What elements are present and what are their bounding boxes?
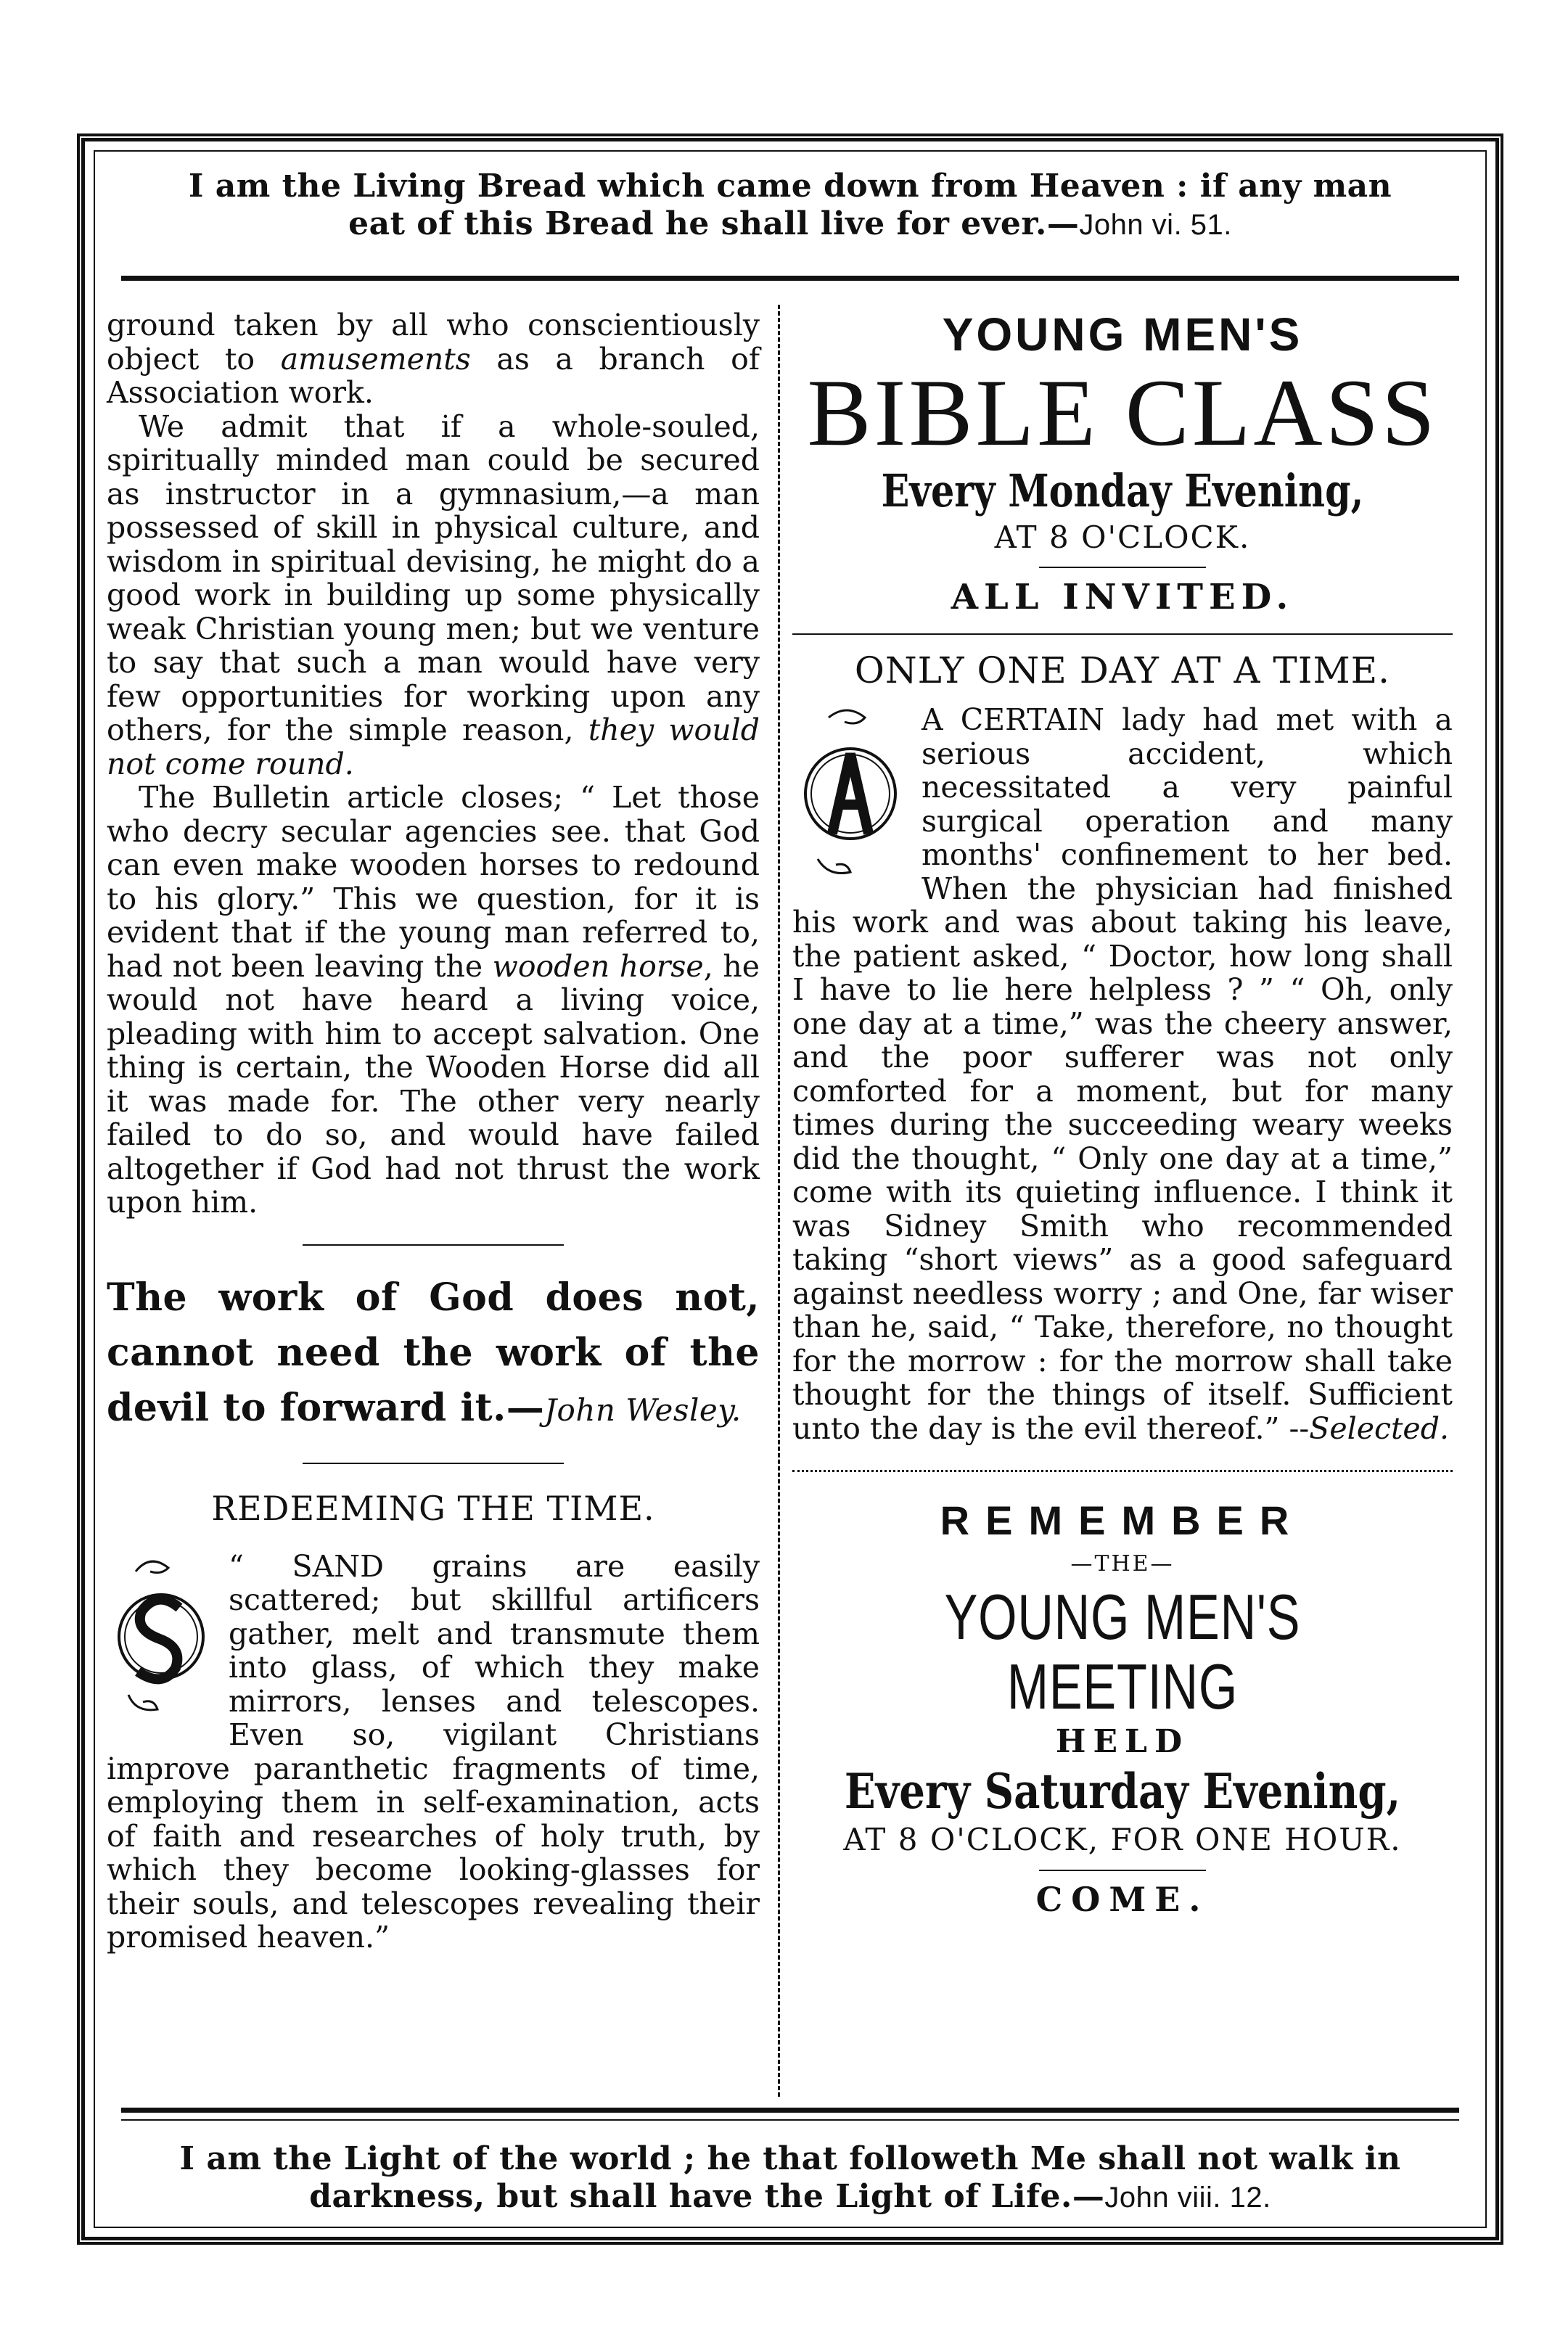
ad-held: HELD [1055,1723,1190,1760]
bottom-rule [121,2108,1459,2113]
para-amusements: ground taken by all who conscientiously object to amusements as a branch of Association work. [107,308,760,410]
selected-credit: Selected. [1309,1410,1449,1446]
bottom-verse-text: I am the Light of the world ; he that followeth Me shall not walk in darkness, but shall have the Light of Life.— [179,2140,1401,2215]
ad-come: COME. [1035,1880,1210,1919]
bottom-verse-ref: John viii. 12. [1104,2182,1271,2214]
separator-rule [303,1244,564,1246]
bottom-verse [85,2140,1495,2216]
ad-remember: REMEMBER [940,1497,1305,1543]
top-verse-text: I am the Living Bread which came down from Heaven : if any man eat of this Bread he shall live for ever.— [188,168,1392,242]
ad-the: —THE— [1070,1551,1175,1577]
left-column [107,308,760,1955]
top-verse [85,168,1495,244]
ornamental-s-icon [107,1550,216,1724]
heading-one-day: ONLY ONE DAY AT A TIME. [854,649,1391,691]
ad-time-8: AT 8 O'CLOCK. [994,519,1251,555]
column-divider [778,305,780,2097]
para-sand-grains: “ SAND grains are easily scattered; but skillful artificers gather, melt and transmute them into glass, of which they make mirrors, lenses and telescopes. Even so, vigilant Christians improve paranthetic fragments of time, employing them in self-examination, acts of faith and researches of holy truth, by which they become looking-glasses for their souls, and telescopes revealing their promised heaven.” [107,1548,760,1955]
ornamental-a-icon [792,703,908,884]
right-column [792,308,1453,1920]
ad-young-mens-meeting: YOUNG MEN'S MEETING [944,1581,1301,1722]
ad-small-rule-2 [1039,1870,1206,1871]
top-rule [121,276,1459,281]
ad-all-invited: ALL INVITED. [951,577,1294,617]
heading-redeeming-time: REDEEMING THE TIME. [211,1488,655,1528]
separator-rule-2 [303,1463,564,1464]
ad-every-saturday: Every Saturday Evening, [844,1763,1401,1820]
page-border [81,138,1499,2240]
ad-young-mens: YOUNG MEN'S [942,308,1303,361]
bottom-rule-thin [121,2119,1459,2121]
wesley-ref: John Wesley. [544,1392,742,1428]
section-rule [792,633,1453,635]
para-certain-lady: A CERTAIN lady had met with a serious accident, which necessitated a very painful surgical operation and many months' confinement to her bed. When the physician had finished his work and was about taking his leave, the patient asked, “ Doctor, how long shall I have to lie here helpless ? ” “ Oh, only one day at a time,” was the cheery answer, and the poor sufferer was not only comforted for a moment, but for many times during the succeeding weary weeks did the thought, “ Only one day at a time,” come with its quieting influence. I think it was Sidney Smith who recommended taking “short views” as a good safeguard against needless worry ; and One, far wiser than he, said, “ Take, therefore, no thought for the morrow : for the morrow shall take thought for the things of itself. Sufficient unto the day is the evil thereof.” --Selected. [792,702,1453,1446]
para-bulletin: The Bulletin article closes; “ Let those who decry secular agencies see. that God can even make wooden horses to redound to his glory.” This we question, for it is evident that if the young man referred to, had not been leaving the wooden horse, he would not have heard a living voice, pleading with him to accept salvation. One thing is certain, the Wooden Horse did all it was made for. The other very nearly failed to do so, and would have failed altogether if God had not thrust the work upon him. [107,780,760,1220]
ad-bible-class: BIBLE CLASS [807,359,1438,466]
para-instructor: We admit that if a whole-souled, spiritually minded man could be secured as instructor in a gymnasium,—a man possessed of skill in physical culture, and wisdom in spiritual devising, he might do a good work in building up some physically weak Christian young men; but we venture to say that such a man would have very few opportunities for working upon any others, for the simple reason, they would not come round. [107,408,760,781]
ad-small-rule [1039,567,1206,568]
ad-every-monday: Every Monday Evening, [881,464,1364,517]
top-verse-ref: John vi. 51. [1079,209,1232,241]
wesley-quote: The work of God does not, cannot need the work of the devil to forward it.—John Wesley. [107,1275,760,1430]
dotted-rule [792,1470,1453,1472]
ad-time-one-hour: AT 8 O'CLOCK, FOR ONE HOUR. [843,1822,1402,1857]
